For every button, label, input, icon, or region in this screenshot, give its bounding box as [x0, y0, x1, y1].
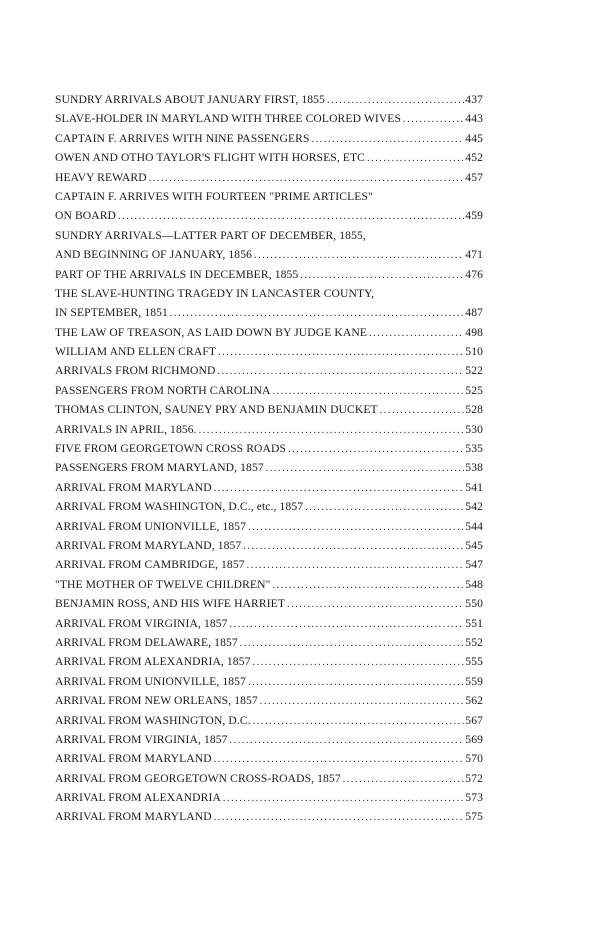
toc-entry — [55, 381, 483, 400]
toc-leader-dots — [253, 712, 465, 730]
toc-entry — [55, 361, 483, 380]
toc-page-number: 542 — [465, 500, 483, 514]
toc-page-number: 570 — [465, 752, 483, 766]
toc-page-number: 567 — [465, 713, 483, 727]
toc-page-number: 445 — [465, 131, 483, 145]
toc-entry-title: ARRIVAL FROM CAMBRIDGE, 1857 — [55, 558, 245, 572]
toc-leader-dots — [247, 556, 465, 574]
toc-entry — [55, 517, 483, 536]
toc-entry-title: SUNDRY ARRIVALS ABOUT JANUARY FIRST, 1855 — [55, 93, 325, 106]
toc-leader-dots — [243, 537, 464, 555]
toc-leader-dots — [260, 692, 465, 710]
toc-page-number: 552 — [465, 635, 483, 649]
toc-leader-dots — [272, 576, 464, 594]
toc-page-number: 545 — [465, 538, 483, 552]
toc-entry-title: "THE MOTHER OF TWELVE CHILDREN" — [55, 577, 271, 591]
toc-page-number: 528 — [465, 403, 483, 417]
toc-entry-title: ARRIVALS IN APRIL, 1856. — [55, 422, 197, 436]
toc-page-number: 535 — [465, 442, 483, 456]
toc-entry — [55, 129, 483, 148]
toc-entry-title: ARRIVAL FROM DELAWARE, 1857 — [55, 635, 238, 649]
toc-page-number: 487 — [465, 306, 483, 320]
toc-entry-continued-line — [55, 284, 483, 303]
toc-leader-dots — [343, 770, 465, 788]
toc-page-number: 572 — [465, 771, 483, 785]
toc-entry-title-line: SUNDRY ARRIVALS—LATTER PART OF DECEMBER, 1855, — [55, 228, 366, 242]
toc-entry-title: ARRIVAL FROM MARYLAND — [55, 480, 212, 494]
toc-page-number: 550 — [465, 597, 483, 611]
toc-entry-title: ARRIVAL FROM GEORGETOWN CROSS-ROADS, 1857 — [55, 771, 341, 785]
toc-entry — [55, 400, 483, 419]
toc-entry-title: OWEN AND OTHO TAYLOR'S FLIGHT WITH HORSES, ETC — [55, 151, 365, 165]
toc-leader-dots — [327, 91, 464, 109]
toc-leader-dots — [214, 750, 465, 768]
toc-leader-dots — [253, 653, 465, 671]
toc-entry — [55, 788, 483, 807]
toc-leader-dots — [248, 518, 464, 536]
toc-leader-dots — [305, 498, 464, 516]
toc-leader-dots — [240, 634, 465, 652]
toc-page-number: 522 — [465, 364, 483, 378]
toc-leader-dots — [254, 246, 464, 264]
toc-page-number: 547 — [465, 558, 483, 572]
toc-page-number: 457 — [465, 170, 483, 184]
toc-leader-dots — [217, 362, 464, 380]
toc-entry-title: WILLIAM AND ELLEN CRAFT — [55, 345, 217, 359]
toc-page-number: 544 — [465, 519, 483, 533]
toc-entry-title: FIVE FROM GEORGETOWN CROSS ROADS — [55, 442, 287, 456]
toc-leader-dots — [218, 343, 464, 361]
toc-page-number: 548 — [465, 577, 483, 591]
toc-entry-title: ARRIVAL FROM MARYLAND — [55, 810, 212, 824]
toc-entry — [55, 497, 483, 516]
toc-page-number: 559 — [465, 674, 483, 688]
toc-entry-title: ARRIVAL FROM VIRGINIA, 1857 — [55, 616, 228, 630]
toc-page-number: 452 — [465, 151, 483, 165]
toc-entry-title: BENJAMIN ROSS, AND HIS WIFE HARRIET — [55, 597, 286, 611]
toc-entry-title: SLAVE-HOLDER IN MARYLAND WITH THREE COLORED WIVES — [55, 112, 402, 126]
toc-entry — [55, 633, 483, 652]
toc-leader-dots — [230, 615, 465, 633]
toc-entry — [55, 769, 483, 788]
toc-entry — [55, 148, 483, 167]
toc-entry-title: IN SEPTEMBER, 1851 — [55, 306, 168, 320]
toc-entry-title: HEAVY REWARD — [55, 170, 147, 184]
toc-page-number: 569 — [465, 732, 483, 746]
toc-entry-title: THE LAW OF TREASON, AS LAID DOWN BY JUDGE KANE — [55, 325, 367, 339]
toc-entry — [55, 691, 483, 710]
toc-entry-title: ARRIVAL FROM MARYLAND — [55, 752, 212, 766]
toc-page-number: 443 — [465, 112, 483, 126]
toc-entry-title: ARRIVAL FROM UNIONVILLE, 1857 — [55, 519, 246, 533]
toc-entry-title: AND BEGINNING OF JANUARY, 1856 — [55, 248, 252, 262]
toc-entry-title: ARRIVALS FROM RICHMOND — [55, 364, 216, 378]
toc-page-number: 530 — [465, 422, 483, 436]
toc-entry — [55, 614, 483, 633]
toc-entry-continued-line — [55, 226, 483, 245]
toc-leader-dots — [118, 207, 464, 225]
toc-entry — [55, 594, 483, 613]
toc-entry-title: PASSENGERS FROM NORTH CAROLINA — [55, 383, 271, 397]
toc-leader-dots — [149, 169, 465, 187]
toc-page-number: 459 — [465, 209, 483, 223]
toc-entry — [55, 575, 483, 594]
toc-entry — [55, 342, 483, 361]
toc-leader-dots — [380, 401, 465, 419]
toc-leader-dots — [300, 266, 464, 284]
toc-entry — [55, 109, 483, 128]
toc-page-number: 551 — [465, 616, 483, 630]
toc-entry — [55, 303, 483, 322]
toc-leader-dots — [272, 382, 464, 400]
toc-leader-dots — [214, 808, 465, 826]
toc-leader-dots — [223, 789, 464, 807]
toc-entry — [55, 749, 483, 768]
toc-entry — [55, 730, 483, 749]
toc-entry-continued-line — [55, 187, 483, 206]
toc-entry-title: ARRIVAL FROM WASHINGTON, D.C., etc., 1857 — [55, 500, 304, 514]
toc-leader-dots — [403, 110, 464, 128]
toc-page-number: 562 — [465, 694, 483, 708]
toc-page-number: 573 — [465, 791, 483, 805]
toc-entry — [55, 90, 483, 109]
toc-entry-title: ARRIVAL FROM ALEXANDRIA, 1857 — [55, 655, 251, 669]
toc-leader-dots — [230, 731, 465, 749]
toc-entry-title: PART OF THE ARRIVALS IN DECEMBER, 1855 — [55, 267, 299, 281]
toc-entry — [55, 206, 483, 225]
toc-page-number: 541 — [465, 480, 483, 494]
toc-page-number: 471 — [465, 248, 483, 262]
toc-page-number: 525 — [465, 383, 483, 397]
toc-entry-title-line: THE SLAVE-HUNTING TRAGEDY IN LANCASTER COUNTY, — [55, 286, 375, 300]
table-of-contents — [55, 90, 483, 827]
toc-page-number: 476 — [465, 267, 483, 281]
toc-leader-dots — [199, 421, 465, 439]
toc-entry-title: ARRIVAL FROM MARYLAND, 1857 — [55, 538, 242, 552]
toc-entry — [55, 420, 483, 439]
toc-page-number: 538 — [465, 461, 483, 475]
toc-leader-dots — [367, 149, 464, 167]
toc-entry — [55, 439, 483, 458]
toc-entry — [55, 672, 483, 691]
toc-leader-dots — [287, 595, 464, 613]
toc-entry-title-line: CAPTAIN F. ARRIVES WITH FOURTEEN "PRIME ARTICLES" — [55, 189, 373, 203]
toc-entry-title: ARRIVAL FROM ALEXANDRIA — [55, 791, 221, 805]
toc-entry — [55, 555, 483, 574]
toc-entry-title: PASSENGERS FROM MARYLAND, 1857 — [55, 461, 264, 475]
toc-leader-dots — [369, 324, 464, 342]
toc-entry — [55, 807, 483, 826]
toc-entry — [55, 168, 483, 187]
toc-entry — [55, 458, 483, 477]
toc-entry-title: THOMAS CLINTON, SAUNEY PRY AND BENJAMIN DUCKET — [55, 403, 378, 417]
toc-entry-title: ARRIVAL FROM UNIONVILLE, 1857 — [55, 674, 246, 688]
toc-entry-title: CAPTAIN F. ARRIVES WITH NINE PASSENGERS — [55, 131, 310, 145]
toc-leader-dots — [266, 459, 465, 477]
toc-leader-dots — [288, 440, 464, 458]
toc-page-number: 510 — [465, 345, 483, 359]
toc-leader-dots — [214, 479, 465, 497]
toc-entry — [55, 652, 483, 671]
toc-page-number: 575 — [465, 810, 483, 824]
toc-entry-title: ARRIVAL FROM NEW ORLEANS, 1857 — [55, 694, 258, 708]
toc-entry-title: ARRIVAL FROM VIRGINIA, 1857 — [55, 732, 228, 746]
toc-entry — [55, 536, 483, 555]
toc-entry — [55, 245, 483, 264]
toc-entry — [55, 478, 483, 497]
toc-entry — [55, 323, 483, 342]
toc-entry-title: ARRIVAL FROM WASHINGTON, D.C. — [55, 713, 251, 727]
toc-entry-title: ON BOARD — [55, 209, 117, 223]
toc-leader-dots — [170, 304, 464, 322]
toc-entry — [55, 265, 483, 284]
toc-page-number: 437 — [465, 93, 483, 106]
toc-page-number: 498 — [465, 325, 483, 339]
toc-leader-dots — [248, 673, 464, 691]
toc-entry — [55, 711, 483, 730]
toc-page-number: 555 — [465, 655, 483, 669]
toc-leader-dots — [312, 130, 465, 148]
